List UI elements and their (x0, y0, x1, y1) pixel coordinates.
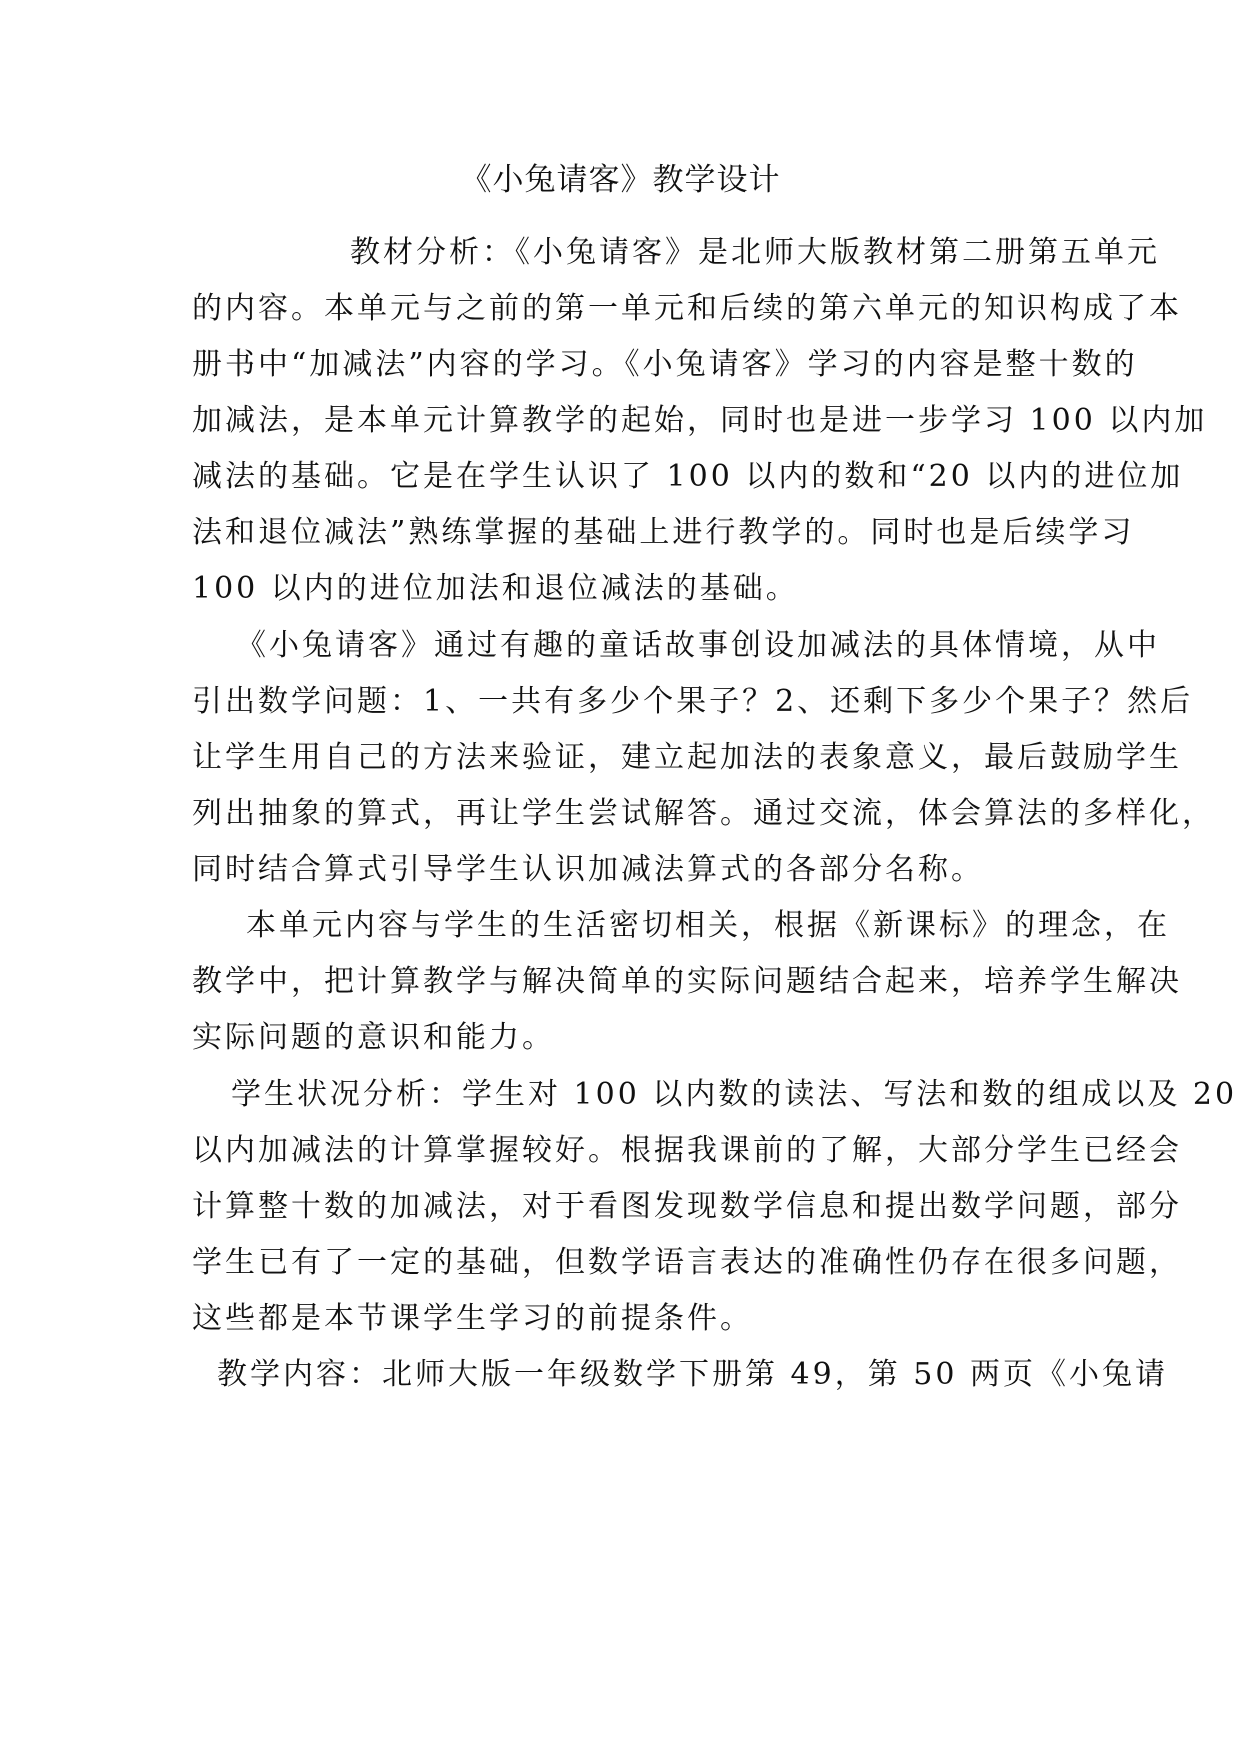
document-title: 《小兔请客》教学设计 (460, 162, 781, 198)
paragraph-line: 引出数学问题：1、一共有多少个果子？2、还剩下多少个果子？然后 (192, 684, 1194, 719)
paragraph-line: 这些都是本节课学生学习的前提条件。 (192, 1301, 753, 1336)
paragraph-line: 学生已有了一定的基础，但数学语言表达的准确性仍存在很多问题， (192, 1245, 1182, 1280)
paragraph-line: 册书中“加减法”内容的学习。《小兔请客》学习的内容是整十数的 (192, 347, 1138, 382)
paragraph-line: 学生状况分析：学生对 100 以内数的读法、写法和数的组成以及 20 (231, 1077, 1238, 1112)
paragraph-line: 的内容。本单元与之前的第一单元和后续的第六单元的知识构成了本 (192, 291, 1182, 326)
paragraph-line: 同时结合算式引导学生认识加减法算式的各部分名称。 (192, 852, 984, 887)
paragraph-line: 教材分析：《小兔请客》是北师大版教材第二册第五单元 (350, 235, 1160, 270)
paragraph-line: 法和退位减法”熟练掌握的基础上进行教学的。同时也是后续学习 (192, 515, 1135, 550)
paragraph-line: 100 以内的进位加法和退位减法的基础。 (192, 571, 799, 606)
paragraph-line: 列出抽象的算式，再让学生尝试解答。通过交流，体会算法的多样化， (192, 796, 1215, 831)
paragraph-line: 教学内容：北师大版一年级数学下册第 49，第 50 两页《小兔请 (217, 1357, 1168, 1392)
paragraph-line: 本单元内容与学生的生活密切相关，根据《新课标》的理念，在 (246, 908, 1170, 943)
paragraph-line: 实际问题的意识和能力。 (192, 1020, 555, 1055)
paragraph-line: 《小兔请客》通过有趣的童话故事创设加减法的具体情境，从中 (236, 628, 1160, 663)
paragraph-line: 减法的基础。它是在学生认识了 100 以内的数和“20 以内的进位加 (192, 459, 1184, 494)
paragraph-line: 让学生用自己的方法来验证，建立起加法的表象意义，最后鼓励学生 (192, 740, 1182, 775)
paragraph-line: 加减法，是本单元计算教学的起始，同时也是进一步学习 100 以内加 (192, 403, 1208, 438)
paragraph-line: 计算整十数的加减法，对于看图发现数学信息和提出数学问题，部分 (192, 1189, 1182, 1224)
paragraph-line: 以内加减法的计算掌握较好。根据我课前的了解，大部分学生已经会 (192, 1133, 1182, 1168)
paragraph-line: 教学中，把计算教学与解决简单的实际问题结合起来，培养学生解决 (192, 964, 1182, 999)
